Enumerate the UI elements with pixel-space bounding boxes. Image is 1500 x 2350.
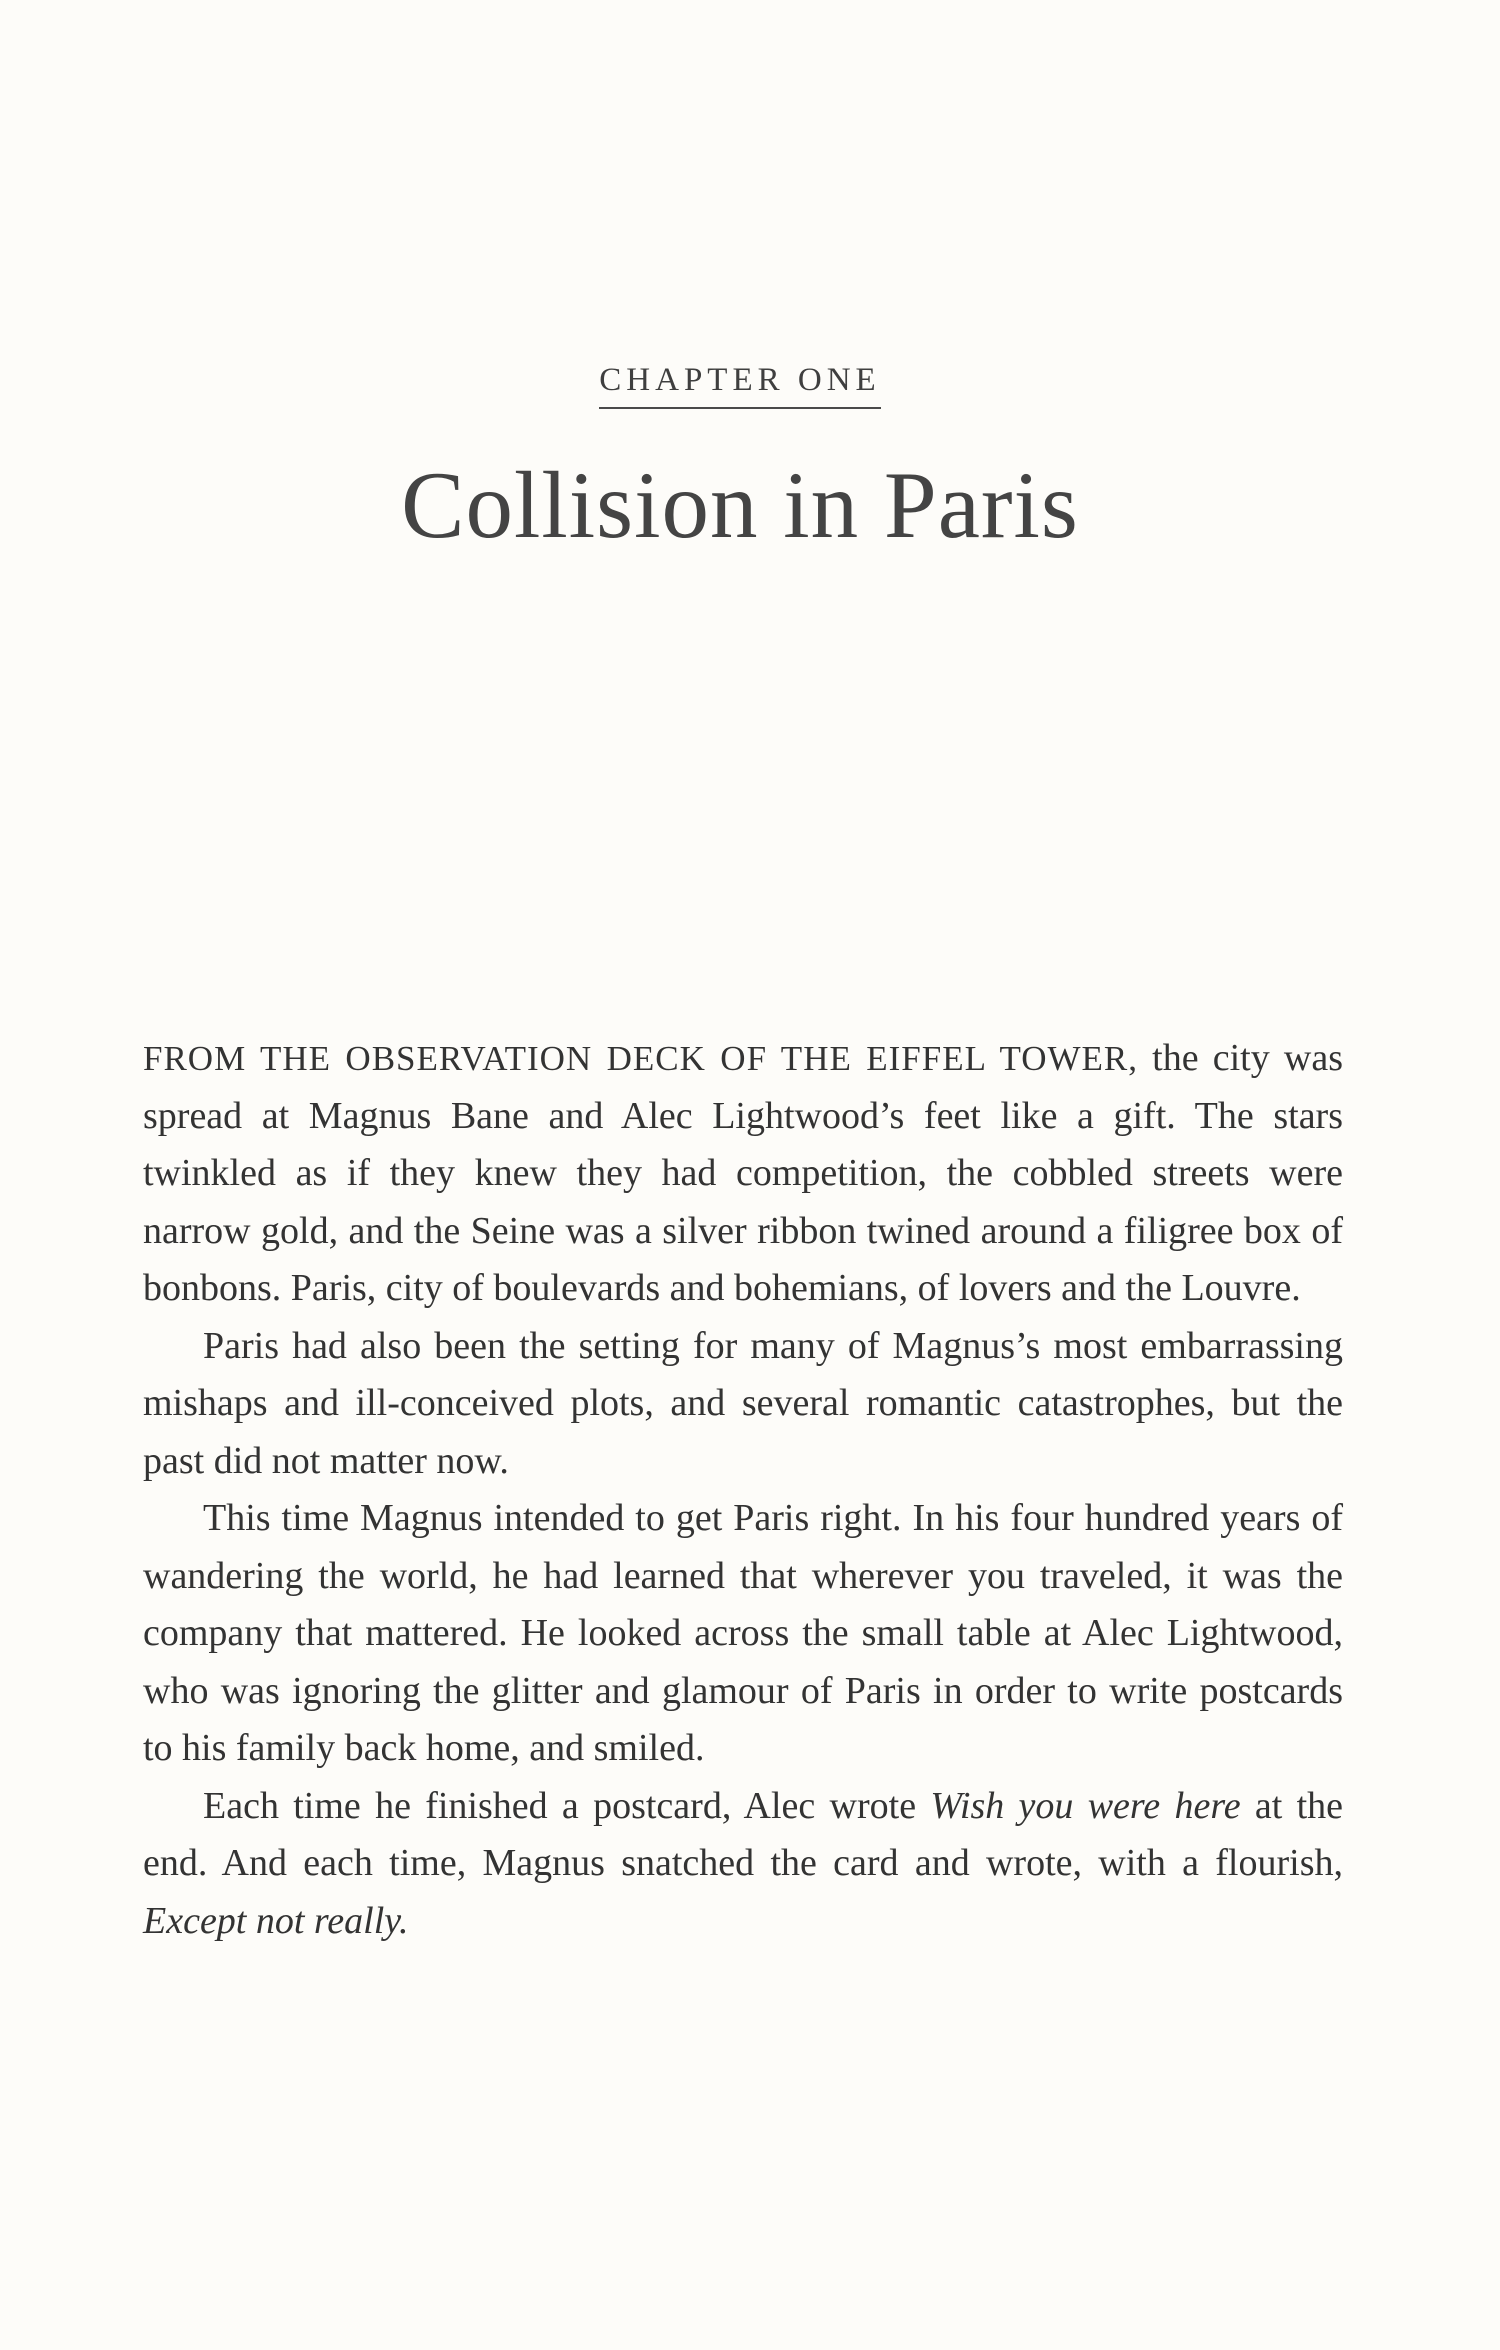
paragraph-3: This time Magnus intended to get Paris right. In his four hundred years of wandering the world, he had learned that wherever you traveled, it was the company that mattered. He looked across the small table at Alec Lightwood, who was ignoring the glitter and glamour of Paris in order to write postcards to his family back home, and smiled. — [143, 1497, 1343, 1769]
paragraph-1 — [143, 1030, 1343, 1318]
paragraph-4-text-a: Each time he finished a postcard, Alec wrote — [203, 1784, 931, 1827]
opening-small-caps: FROM THE OBSERVATION DECK OF THE EIFFEL TOWER, — [143, 1039, 1138, 1078]
chapter-body — [143, 1030, 1343, 1950]
chapter-label-text: CHAPTER ONE — [599, 362, 880, 409]
italic-except-not-really: Except not really. — [143, 1899, 409, 1942]
paragraph-2: Paris had also been the setting for many of Magnus’s most embarrassing mishaps and ill-conceived plots, and several romantic catastrophes, but the past did not matter now. — [143, 1324, 1343, 1482]
chapter-label — [0, 362, 1480, 409]
paragraph-4-text-b: at the end. And each time, Magnus snatched the card and wrote, with a flourish, — [143, 1784, 1344, 1884]
italic-wish-you-were-here: Wish you were here — [930, 1784, 1241, 1827]
paragraph-4 — [143, 1778, 1343, 1951]
paragraph-1-text: the city was spread at Magnus Bane and Alec Lightwood’s feet like a gift. The stars twinkled as if they knew they had competition, the cobbled streets were narrow gold, and the Seine was a silver ribbon twined around a filigree box of bonbons. Paris, city of boulevards and bohemians, of lovers and the Louvre. — [143, 1037, 1343, 1309]
chapter-title: Collision in Paris — [401, 452, 1079, 558]
